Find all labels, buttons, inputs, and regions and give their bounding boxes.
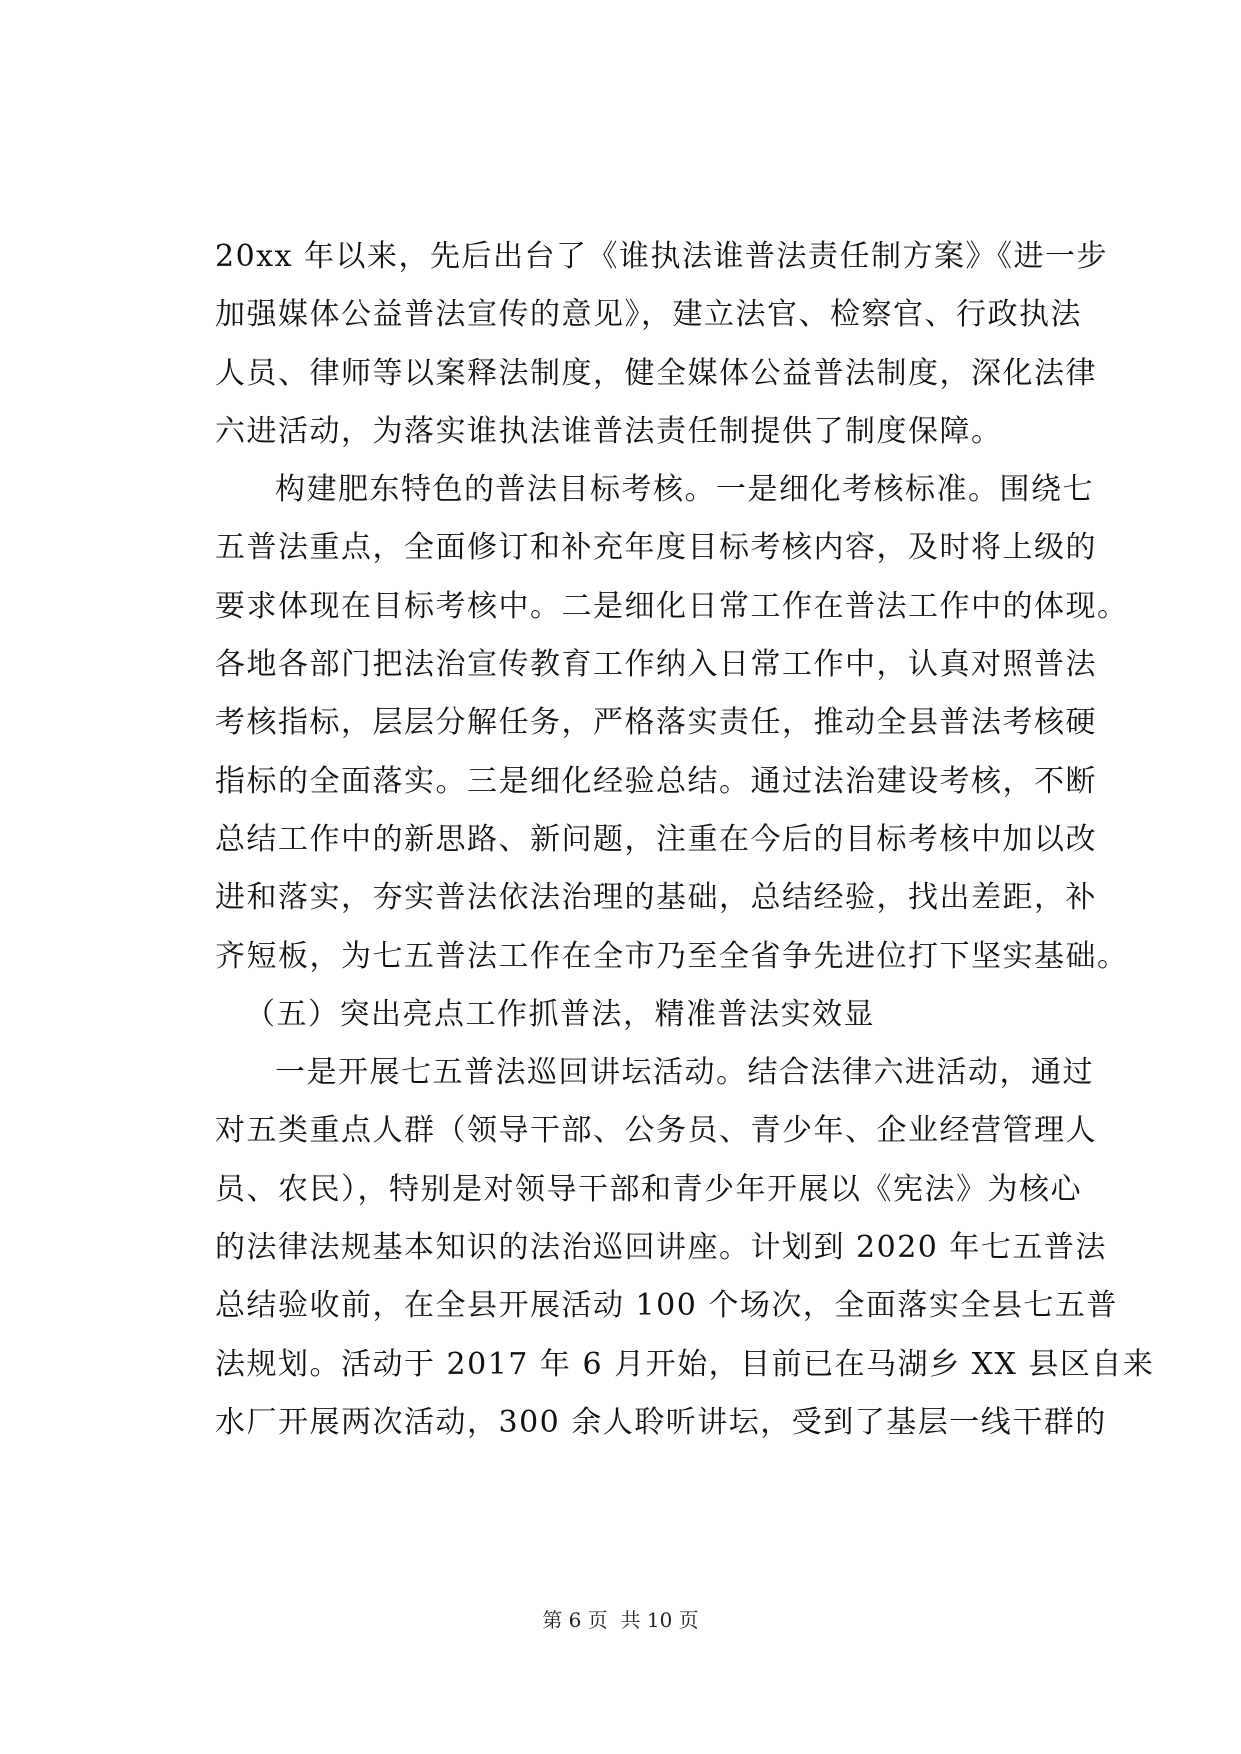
text-line: 各地各部门把法治宣传教育工作纳入日常工作中，认真对照普法: [215, 647, 1097, 683]
text-line: 五普法重点，全面修订和补充年度目标考核内容，及时将上级的: [215, 530, 1097, 566]
text-line: 指标的全面落实。三是细化经验总结。通过法治建设考核，不断: [215, 763, 1097, 799]
text-line: 加强媒体公益普法宣传的意见》，建立法官、检察官、行政执法: [215, 297, 1082, 333]
text-line: 20xx 年以来，先后出台了《谁执法谁普法责任制方案》《进一步: [215, 239, 1109, 274]
text-line: 六进活动，为落实谁执法谁普法责任制提供了制度保障。: [215, 413, 1003, 449]
text-line: 人员、律师等以案释法制度，健全媒体公益普法制度，深化法律: [215, 355, 1097, 391]
text-line: 员、农民），特别是对领导干部和青少年开展以《宪法》为核心: [215, 1171, 1082, 1207]
page-number-label: 第 6 页 共 10 页: [542, 1608, 699, 1632]
text-line: 水厂开展两次活动，300 余人聆听讲坛，受到了基层一线干群的: [215, 1404, 1107, 1440]
text-line: 的法律法规基本知识的法治巡回讲座。计划到 2020 年七五普法: [215, 1230, 1107, 1266]
text-line: 法规划。活动于 2017 年 6 月开始，目前已在马湖乡 XX 县区自来: [215, 1346, 1155, 1382]
text-line: 要求体现在目标考核中。二是细化日常工作在普法工作中的体现。: [215, 588, 1129, 624]
section-heading: （五）突出亮点工作抓普法，精准普法实效显: [245, 996, 875, 1032]
text-line: 总结工作中的新思路、新问题，注重在今后的目标考核中加以改: [215, 821, 1097, 857]
text-line: 考核指标，层层分解任务，严格落实责任，推动全县普法考核硬: [215, 705, 1097, 741]
text-line: 对五类重点人群（领导干部、公务员、青少年、企业经营管理人: [215, 1113, 1097, 1149]
page-footer: [0, 1608, 1241, 1632]
text-line: 进和落实，夯实普法依法治理的基础，总结经验，找出差距，补: [215, 880, 1097, 916]
text-line: 总结验收前，在全县开展活动 100 个场次，全面落实全县七五普: [215, 1288, 1118, 1324]
text-line: 齐短板，为七五普法工作在全市乃至全省争先进位打下坚实基础。: [215, 938, 1129, 974]
paragraph-start-line: 一是开展七五普法巡回讲坛活动。结合法律六进活动，通过: [275, 1055, 1094, 1091]
paragraph-start-line: 构建肥东特色的普法目标考核。一是细化考核标准。围绕七: [275, 472, 1094, 508]
document-body: [215, 228, 1155, 1452]
